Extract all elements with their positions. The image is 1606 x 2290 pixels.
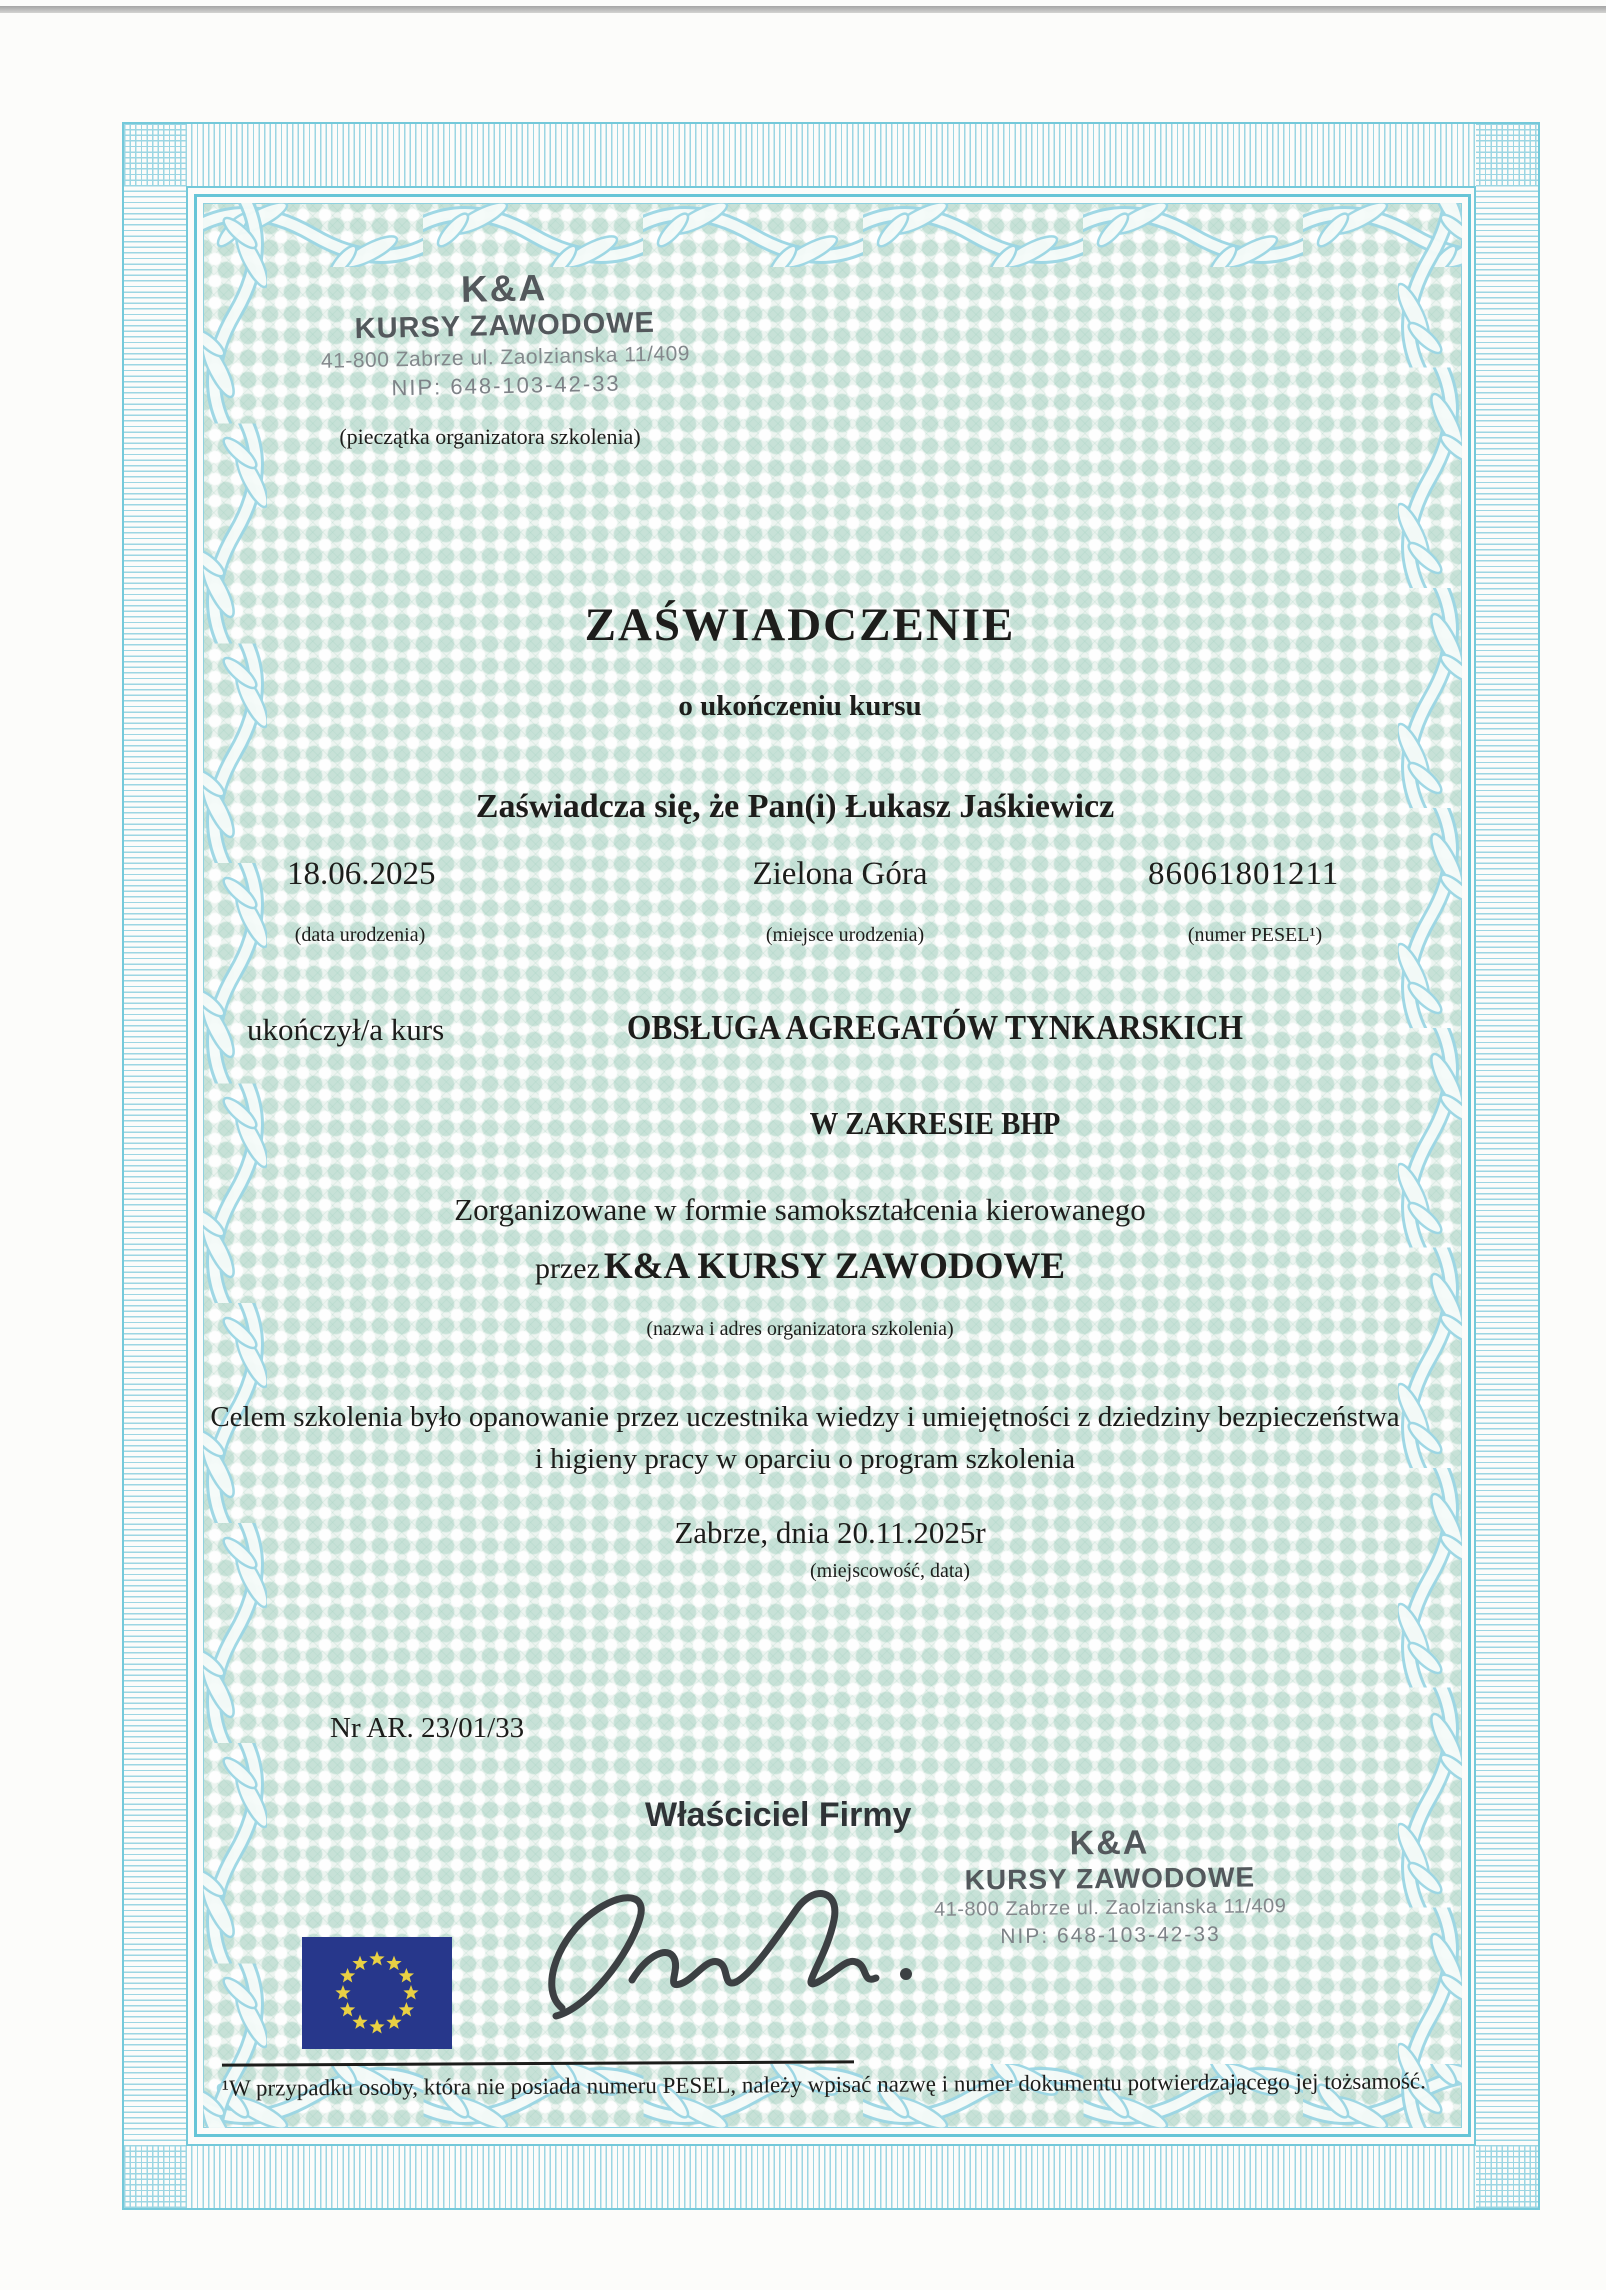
eu-flag [302,1937,452,2049]
birth-date-value: 18.06.2025 [287,856,436,892]
birth-place-label: (miejsce urodzenia) [765,924,925,946]
stamp-nip: NIP: 648-103-42-33 [1000,1923,1221,1949]
stamp-caption: (pieczątka organizatora szkolenia) [339,424,641,449]
stamp-company-name: KURSY ZAWODOWE [964,1861,1256,1896]
organizer-name: K&A KURSY ZAWODOWE [603,1246,1066,1287]
organizer-stamp-bottom [904,1824,1315,1952]
frame-hatch-left [124,124,186,2208]
place-date-label: (miejscowość, data) [810,1560,970,1582]
organizer-stamp-top [299,266,712,405]
frame-hatch-bottom [124,2146,1538,2208]
stamp-brand: K&A [1069,1823,1150,1863]
training-purpose-line2: i higieny pracy w oparciu o program szkolenia [534,1443,1076,1476]
stamp-nip: NIP: 648-103-42-33 [391,370,621,401]
birth-place-value: Zielona Góra [752,856,928,892]
birth-date-label: (data urodzenia) [294,924,426,946]
organized-by-line [150,1245,1450,1288]
place-date-value: Zabrze, dnia 20.11.2025r [674,1515,986,1550]
register-number: Nr AR. 23/01/33 [330,1712,525,1744]
training-purpose-line1: Celem szkolenia było opanowanie przez uczestnika wiedzy i umiejętności z dziedziny bezpieczeństwa [210,1401,1400,1433]
frame-hatch-right [1476,124,1538,2208]
training-purpose [105,1396,1505,1480]
pesel-footnote: ¹W przypadku osoby, która nie posiada numeru PESEL, należy wpisać nazwę i numer dokumentu potwierdzającego jej tożsamość. [221,2068,1426,2101]
stamp-company-name: KURSY ZAWODOWE [354,306,656,345]
organized-by-prefix: przez [534,1252,600,1285]
scan-edge-artifact [0,6,1606,13]
vine-border-right [1398,203,1462,2128]
statement-line: Zaświadcza się, że Pan(i) Łukasz Jaśkiewicz [475,788,1115,825]
organized-form-line: Zorganizowane w formie samokształcenia kierowanego [454,1192,1146,1227]
stamp-address: 41-800 Zabrze ul. Zaolzianska 11/409 [320,341,691,373]
signer-title: Właściciel Firmy [645,1796,912,1834]
pesel-value: 86061801211 [1148,856,1340,892]
handwritten-signature [540,1858,940,2028]
frame-hatch-top [124,124,1538,186]
certificate-subtitle: o ukończeniu kursu [678,690,922,722]
vine-border-left [203,203,267,2128]
certificate-title: ZAŚWIADCZENIE [584,599,1016,651]
stamp-address: 41-800 Zabrze ul. Zaolzianska 11/409 [933,1895,1287,1922]
completed-course-label: ukończył/a kurs [247,1012,445,1047]
stamp-brand: K&A [460,267,548,310]
course-scope: W ZAKRESIE BHP [809,1105,1061,1141]
pesel-label: (numer PESEL¹) [1187,924,1323,946]
vine-border-top [203,203,1462,267]
organizer-caption: (nazwa i adres organizatora szkolenia) [646,1318,954,1340]
course-name: OBSŁUGA AGREGATÓW TYNKARSKICH [626,1008,1244,1047]
